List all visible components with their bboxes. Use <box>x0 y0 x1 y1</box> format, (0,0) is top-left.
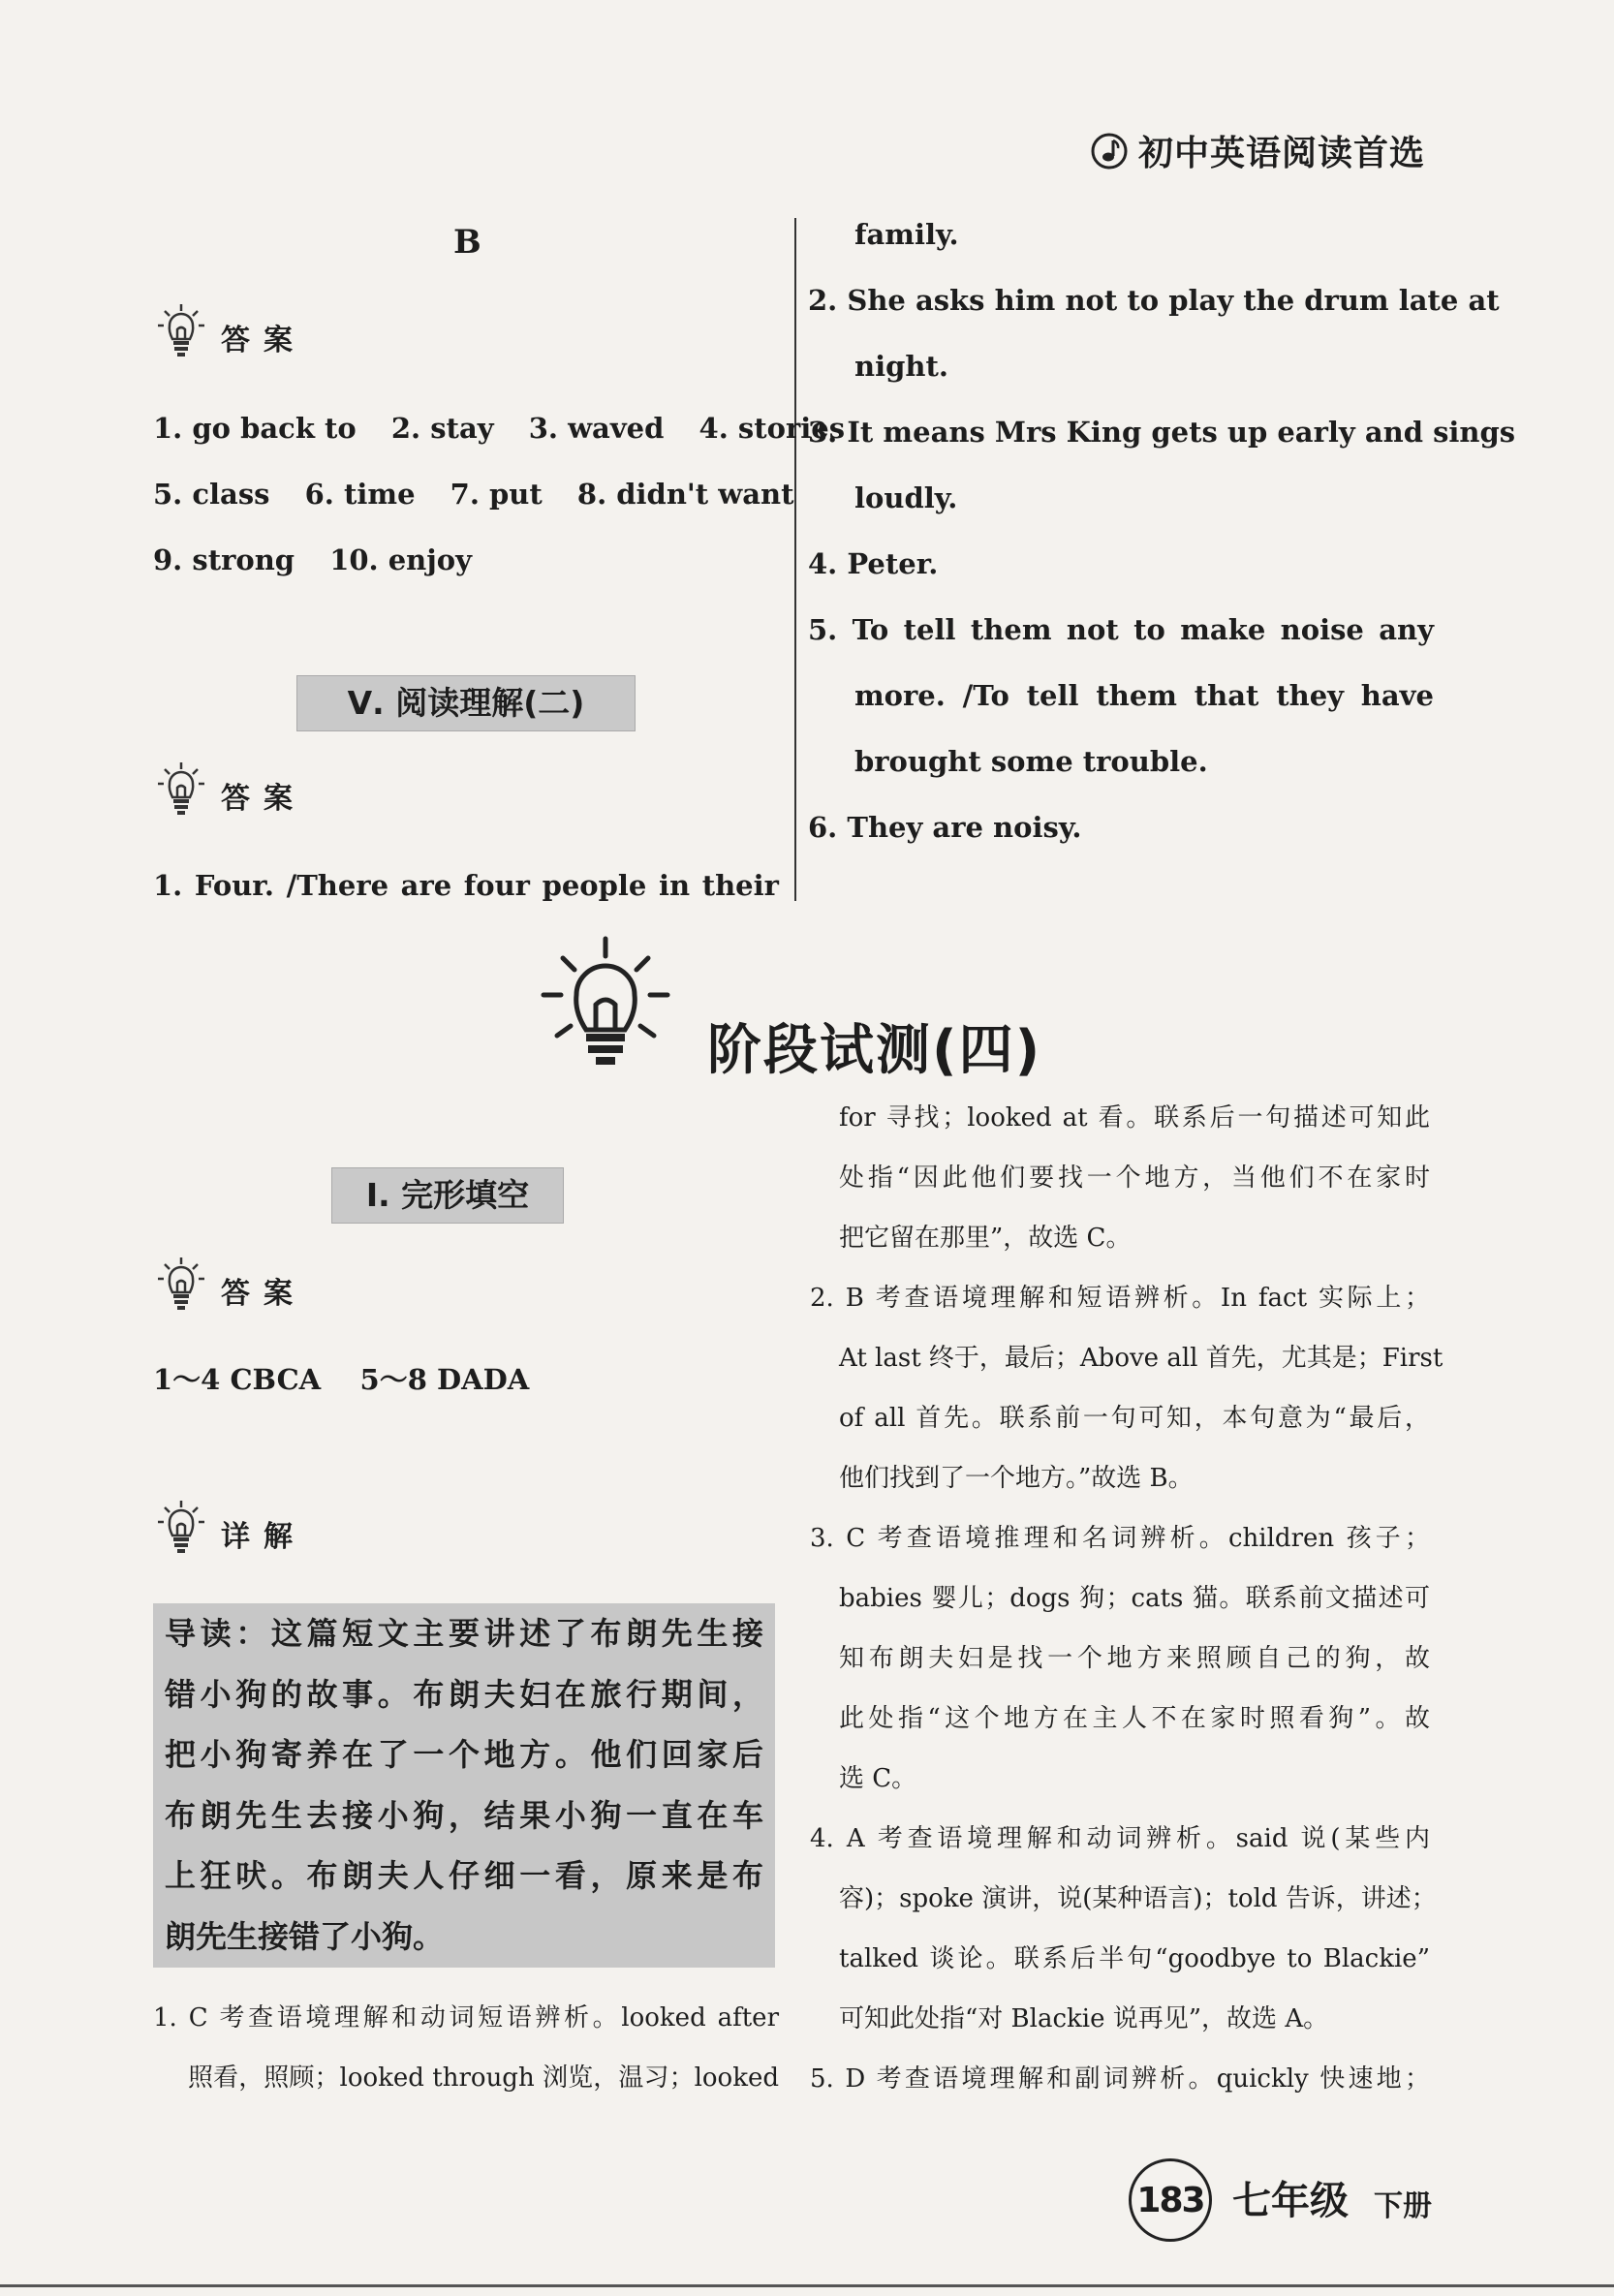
guide-line: 上狂吠。布朗夫人仔细一看，原来是布 <box>165 1857 763 1894</box>
answer-list <box>153 395 845 593</box>
answer-line: family. <box>854 218 959 251</box>
word: four <box>463 869 530 902</box>
word: Four. <box>194 869 275 902</box>
explain-line: 照看，照顾；looked through 浏览，温习；looked <box>188 2063 779 2093</box>
word: /There <box>286 869 389 902</box>
section-box-reading-2: Ⅴ. 阅读理解(二) <box>296 675 636 731</box>
explain-line: At last 终于，最后；Above all 首先，尤其是；First <box>839 1344 1443 1373</box>
series-title-text: 初中英语阅读首选 <box>1137 134 1425 173</box>
answer-item: 7. put <box>450 478 543 511</box>
answer-item: 10. enjoy <box>329 543 472 576</box>
explain-line: 选 C。 <box>839 1764 917 1793</box>
lightbulb-icon <box>155 1499 207 1555</box>
answer-heading-2 <box>155 760 306 817</box>
explain-line: babies 婴儿；dogs 狗；cats 猫。联系前文描述可 <box>839 1584 1430 1613</box>
guide-line: 朗先生接错了小狗。 <box>165 1917 445 1955</box>
cloze-answers: 1～4 CBCA 5～8 DADA <box>153 1363 530 1396</box>
explain-line: 3. C 考查语境推理和名词辨析。children 孩子； <box>810 1524 1430 1553</box>
volume-label: 下册 <box>1374 2189 1432 2223</box>
answer-line: 5. To tell them not to make noise any <box>808 613 1434 646</box>
guide-line: 错小狗的故事。布朗夫妇在旅行期间， <box>165 1675 763 1713</box>
explain-line: 容)；spoke 演讲，说(某种语言)；told 告诉，讲述； <box>839 1884 1437 1913</box>
footer-rule <box>0 2284 1614 2287</box>
section-letter: B <box>453 223 481 262</box>
explain-line: 4. A 考查语境理解和动词辨析。said 说(某些内 <box>810 1824 1430 1853</box>
passage-guide-box <box>153 1603 775 1968</box>
answer-line: brought some trouble. <box>854 745 1208 778</box>
word: people <box>542 869 647 902</box>
answer-heading <box>155 302 306 358</box>
answer-label: 答案 <box>221 782 306 816</box>
page-number: 183 <box>1129 2158 1212 2242</box>
section-box-cloze: Ⅰ. 完形填空 <box>331 1167 564 1224</box>
detail-heading <box>155 1499 306 1555</box>
guide-line: 布朗先生去接小狗，结果小狗一直在车 <box>165 1796 763 1834</box>
word: in <box>658 869 691 902</box>
answer-item: 9. strong <box>153 543 295 576</box>
answer-line: loudly. <box>854 481 958 514</box>
explain-line: 1. C 考查语境理解和动词短语辨析。looked after <box>153 2003 779 2032</box>
guide-line: 把小狗寄养在了一个地方。他们回家后 <box>165 1736 763 1773</box>
detail-label: 详解 <box>221 1520 306 1554</box>
explain-line: 此处指“这个地方在主人不在家时照看狗”。故 <box>839 1704 1430 1733</box>
answer-label: 答案 <box>221 1277 306 1311</box>
explain-line: 处指“因此他们要找一个地方，当他们不在家时 <box>839 1164 1430 1193</box>
answer-2-line <box>153 853 779 918</box>
answer-line: 6. They are noisy. <box>808 811 1082 844</box>
answer-heading-3 <box>155 1256 306 1312</box>
answer-label: 答案 <box>221 324 306 357</box>
answer-item: 2. stay <box>390 412 494 445</box>
lightbulb-icon <box>155 760 207 817</box>
answer-item: 6. time <box>304 478 416 511</box>
answer-line: more. /To tell them that they have <box>854 679 1434 712</box>
right-answer-block <box>808 202 1516 860</box>
explain-line: for 寻找；looked at 看。联系后一句描述可知此 <box>839 1103 1430 1132</box>
answer-item: 5. class <box>153 478 270 511</box>
explain-line: 5. D 考查语境理解和副词辨析。quickly 快速地； <box>810 2064 1430 2094</box>
music-note-icon <box>1090 132 1129 171</box>
stage-test-title: 阶段试测(四) <box>707 1019 1042 1082</box>
word: are <box>400 869 452 902</box>
answer-row <box>153 527 845 593</box>
answer-item: 4. stories <box>698 412 846 445</box>
book-series-title <box>1090 126 1425 175</box>
explain-line: 把它留在那里”，故选 C。 <box>839 1224 1132 1253</box>
answer-row <box>153 395 845 461</box>
guide-line: 导读：这篇短文主要讲述了布朗先生接 <box>165 1615 763 1652</box>
word: 1. <box>153 869 183 902</box>
lightbulb-icon <box>155 1256 207 1312</box>
lightbulb-icon <box>155 302 207 358</box>
answer-line: 2. She asks him not to play the drum late at <box>808 284 1500 317</box>
explain-line: 2. B 考查语境理解和短语辨析。In fact 实际上； <box>810 1284 1430 1313</box>
right-explanations <box>810 1088 1443 2109</box>
answer-item: 3. waved <box>528 412 665 445</box>
answer-line: 4. Peter. <box>808 547 939 580</box>
explain-line: 可知此处指“对 Blackie 说再见”，故选 A。 <box>839 2004 1329 2033</box>
grade-label: 七年级 <box>1232 2179 1349 2223</box>
answer-item: 8. didn't want <box>576 478 794 511</box>
lightbulb-icon <box>538 935 673 1070</box>
word: their <box>701 869 779 902</box>
answer-row <box>153 461 845 527</box>
left-explanations <box>153 1988 779 2108</box>
explain-line: of all 首先。联系前一句可知，本句意为“最后， <box>839 1404 1430 1433</box>
answer-item: 1. go back to <box>153 412 357 445</box>
explain-line: 知布朗夫妇是找一个地方来照顾自己的狗，故 <box>839 1644 1430 1673</box>
answer-line: 3. It means Mrs King gets up early and sings <box>808 416 1516 449</box>
answer-line: night. <box>854 350 948 383</box>
explain-line: 他们找到了一个地方。”故选 B。 <box>839 1464 1194 1493</box>
explain-line: talked 谈论。联系后半句“goodbye to Blackie” <box>839 1944 1430 1973</box>
